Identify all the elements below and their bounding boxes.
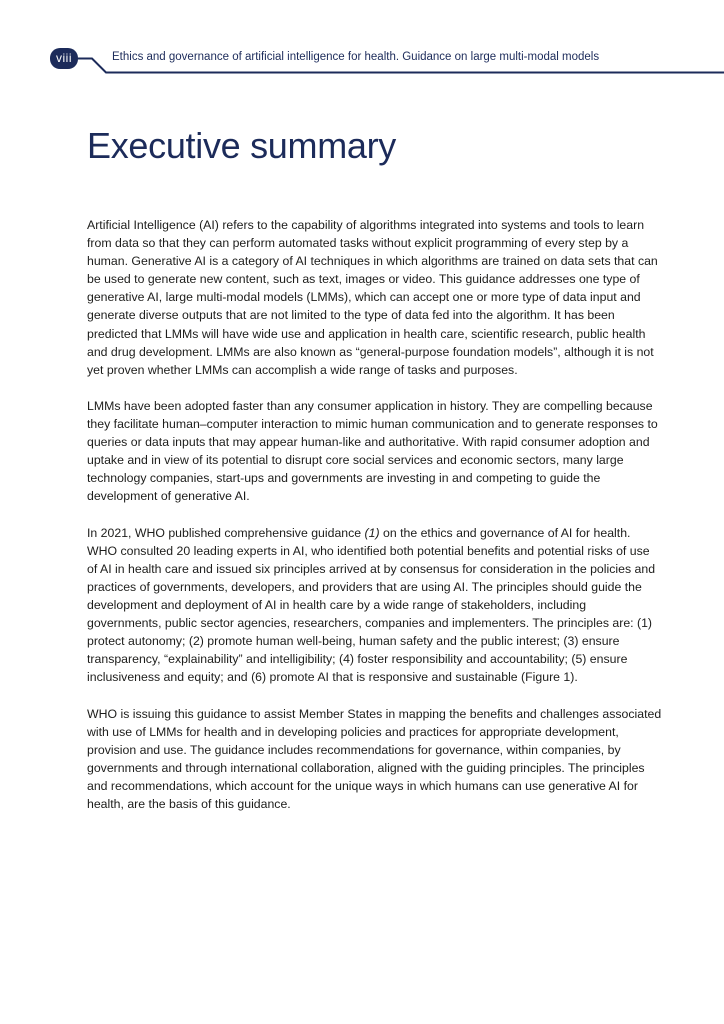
running-title: Ethics and governance of artificial intelligence for health. Guidance on large multi-modal models xyxy=(112,51,600,63)
reference-citation[interactable]: (1) xyxy=(364,525,380,540)
paragraph-3 xyxy=(87,524,662,687)
paragraph-4: WHO is issuing this guidance to assist Member States in mapping the benefits and challenges associated with use of LMMs for health and in developing policies and practices for appropriate development, provision and use. The guidance includes recommendations for governance, within companies, by governments and through international collaboration, aligned with the guiding principles. The principles and recommendations, which account for the unique ways in which humans can use generative AI for health, are the basis of this guidance. xyxy=(87,706,662,811)
paragraph-3-text-b: on the ethics and governance of AI for health. WHO consulted 20 leading experts in AI, who identified both potential benefits and potential risks of use of AI in health care and issued six principles arrived at by consensus for consideration in the policies and practices of governments, developers, and providers that are using AI. The principles should guide the development and deployment of AI in health care by a wide range of stakeholders, including governments, public sector agencies, researchers, companies and implementers. The principles are: (1) protect autonomy; (2) promote human well-being, human safety and the public interest; (3) ensure transparency, “explainability” and intelligibility; (4) foster responsibility and accountability; (5) ensure inclusiveness and equity; and (6) promote AI that is responsive and sustainable (Figure 1). xyxy=(87,525,656,685)
section-title: Executive summary xyxy=(87,125,396,166)
paragraph-2: LMMs have been adopted faster than any consumer application in history. They are compelling because they facilitate human–computer interaction to mimic human communication and to generate responses to queries or data inputs that may appear human-like and authoritative. With rapid consumer adoption and uptake and in view of its potential to disrupt core social services and economic sectors, many large technology companies, start-ups and governments are investing in and competing to guide the development of generative AI. xyxy=(87,398,658,504)
body-text xyxy=(87,216,662,813)
page-header xyxy=(0,0,724,80)
page-number-badge: viii xyxy=(50,48,78,69)
paragraph-3-text-a: In 2021, WHO published comprehensive guidance xyxy=(87,525,365,540)
paragraph-1: Artificial Intelligence (AI) refers to the capability of algorithms integrated into systems and tools to learn from data so that they can perform automated tasks without explicit programming of every step by a human. Generative AI is a category of AI techniques in which algorithms are trained on data sets that can be used to generate new content, such as text, images or video. This guidance addresses one type of generative AI, large multi-modal models (LMMs), which can accept one or more type of data input and generate diverse outputs that are not limited to the type of data fed into the algorithm. It has been predicted that LMMs will have wide use and application in health care, scientific research, public health and drug development. LMMs are also known as “general-purpose foundation models”, although it is not yet proven whether LMMs can accomplish a wide range of tasks and purposes. xyxy=(87,218,658,377)
header-rule xyxy=(0,0,724,80)
